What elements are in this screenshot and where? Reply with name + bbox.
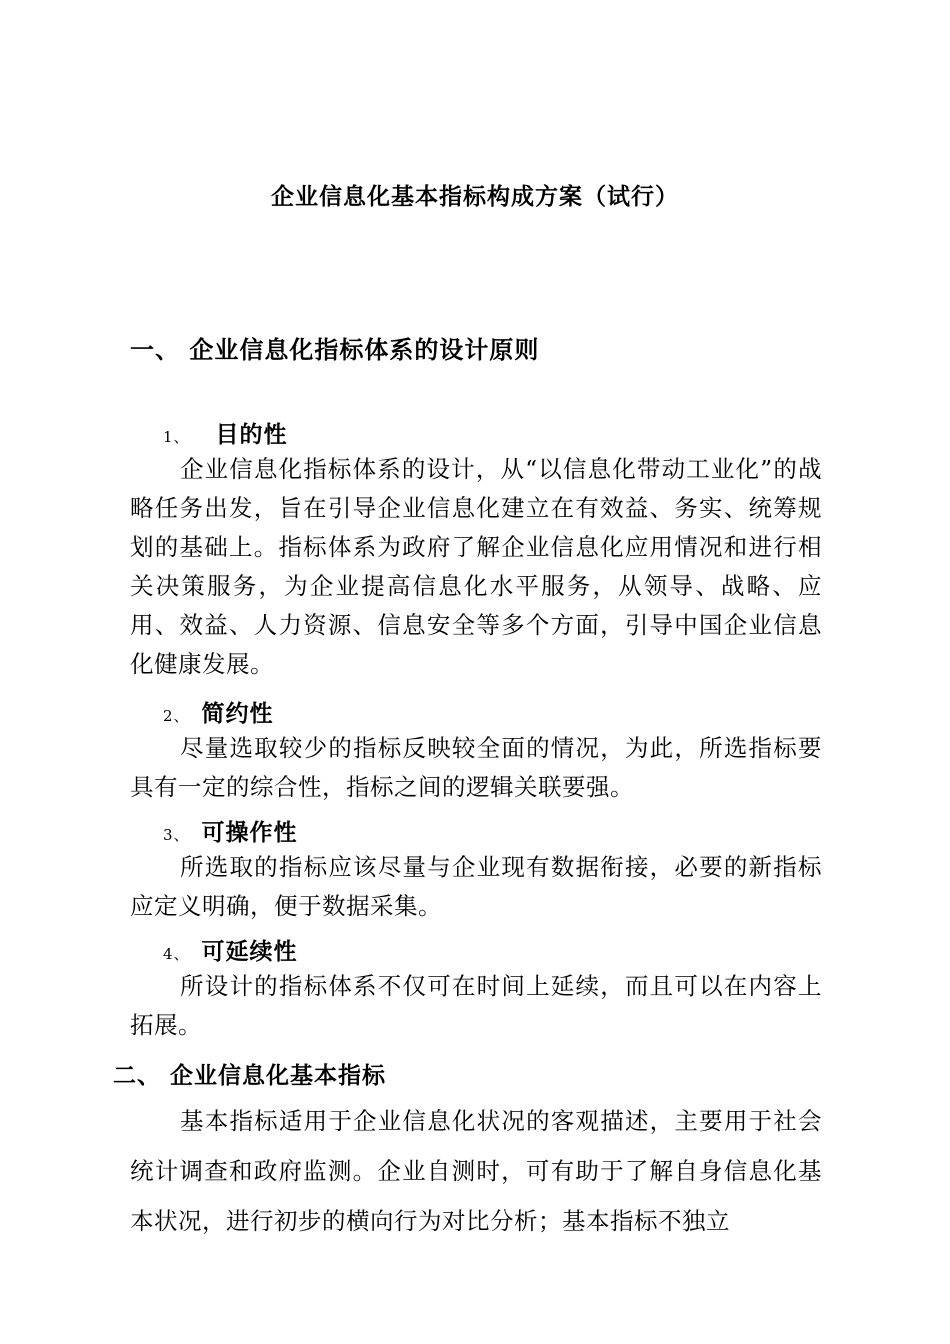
section-2-heading: 二、 企业信息化基本指标 [113,1062,387,1089]
document-title: 企业信息化基本指标构成方案（试行） [271,183,679,210]
item-1-heading [163,416,288,449]
item-2-heading [163,695,274,728]
item-1-number: 1、 [163,428,190,446]
item-4-number: 4、 [163,945,190,963]
item-3-body: 所选取的指标应该尽量与企业现有数据衔接，必要的新指标应定义明确，便于数据采集。 [130,853,822,920]
item-3-number: 3、 [163,826,190,844]
item-4-body: 所设计的指标体系不仅可在时间上延续，而且可以在内容上拓展。 [130,972,822,1039]
section-1-heading: 一、 企业信息化指标体系的设计原则 [130,335,540,364]
item-2-number: 2、 [163,707,190,725]
section-2-body: 基本指标适用于企业信息化状况的客观描述，主要用于社会统计调查和政府监测。企业自测时，可有助于了解自身信息化基本状况，进行初步的横向行为对比分析；基本指标不独立 [130,1107,822,1235]
item-1-body: 企业信息化指标体系的设计，从“以信息化带动工业化”的战略任务出发，旨在引导企业信息化建立在有效益、务实、统筹规划的基础上。指标体系为政府了解企业信息化应用情况和进行相关决策服务，为企业提高信息化水平服务，从领导、战略、应用、效益、人力资源、信息安全等多个方面，引导中国企业信息化健康发展。 [130,455,822,678]
item-3-label: 可操作性 [201,819,298,846]
item-2-label: 简约性 [201,700,274,727]
item-4-label: 可延续性 [201,938,298,965]
item-3-heading [163,814,298,847]
item-2-body: 尽量选取较少的指标反映较全面的情况，为此，所选指标要具有一定的综合性，指标之间的逻辑关联要强。 [130,734,822,801]
item-4-heading [163,933,298,966]
item-1-label: 目的性 [215,421,288,448]
